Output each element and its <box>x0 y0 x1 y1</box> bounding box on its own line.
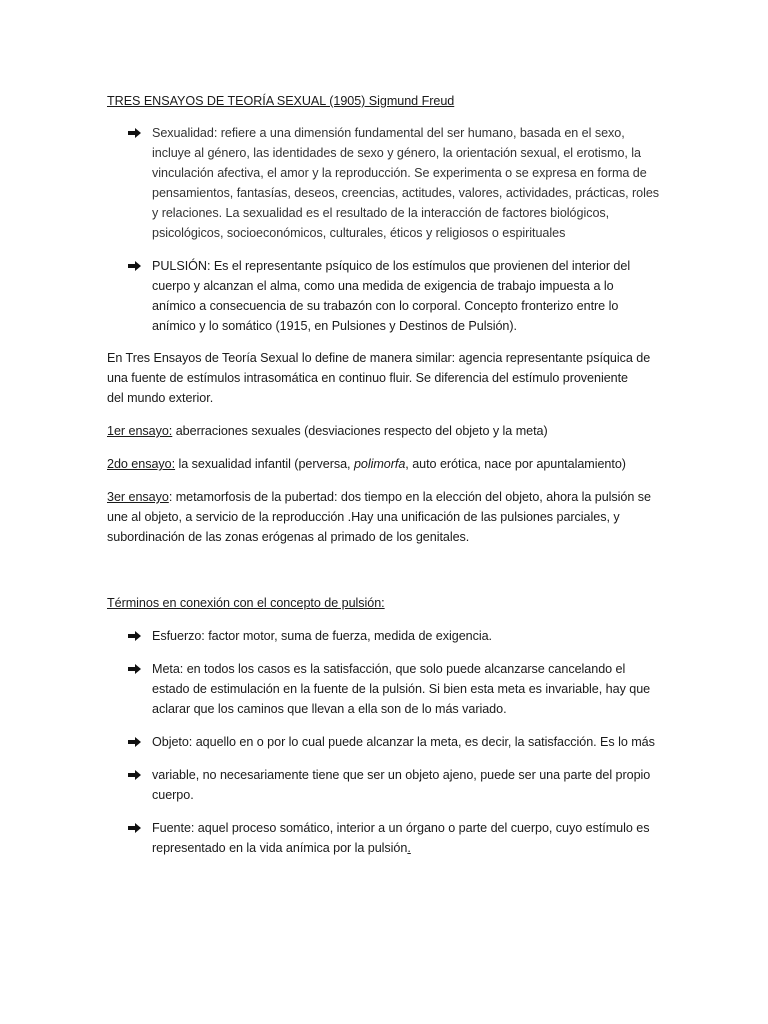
sexualidad-line: psicológicos, socioeconómicos, culturales, éticos y religiosos o espirituales <box>152 226 566 240</box>
ensayo-2-label: 2do ensayo: <box>107 457 176 471</box>
paragraph-line: del mundo exterior. <box>107 391 214 405</box>
ensayo-3-label: 3er ensayo <box>107 490 169 504</box>
fuente-line-text: representado en la vida anímica por la pulsión <box>152 841 408 855</box>
ensayo-3 <box>107 487 651 507</box>
ensayo-2-text: la sexualidad infantil (perversa, <box>175 457 354 471</box>
ensayo-3-line: une al objeto, a servicio de la reproducción .Hay una unificación de las pulsiones parciales, y <box>107 510 620 524</box>
variable-line: variable, no necesariamente tiene que ser un objeto ajeno, puede ser una parte del propio <box>152 768 651 782</box>
ensayo-1-label: 1er ensayo: <box>107 424 173 438</box>
pulsion-line: PULSIÓN: Es el representante psíquico de los estímulos que provienen del interior del <box>152 259 631 273</box>
fuente-line <box>152 838 411 858</box>
ensayo-1-text: aberraciones sexuales (desviaciones respecto del objeto y la meta) <box>172 424 548 438</box>
pulsion-line: anímico a consecuencia de su trabazón con lo corporal. Concepto fronterizo entre lo <box>152 299 619 313</box>
arrow-bullet-icon <box>128 737 142 747</box>
paragraph-line: una fuente de estímulos intrasomática en continuo fluir. Se diferencia del estímulo proveniente <box>107 371 629 385</box>
arrow-bullet-icon <box>128 770 142 780</box>
sexualidad-line: pensamientos, fantasías, deseos, creencias, actitudes, valores, actividades, prácticas, roles <box>152 186 660 200</box>
sexualidad-line: vinculación afectiva, el amor y la reproducción. Se experimenta o se expresa en forma de <box>152 166 647 180</box>
document-title: TRES ENSAYOS DE TEORÍA SEXUAL (1905) Sigmund Freud <box>107 94 455 108</box>
variable-line: cuerpo. <box>152 788 194 802</box>
ensayo-2-italic: polimorfa <box>353 457 406 471</box>
pulsion-line: cuerpo y alcanzan el alma, como una medida de exigencia de trabajo impuesta a lo <box>152 279 614 293</box>
arrow-bullet-icon <box>128 664 142 674</box>
sexualidad-line: incluye al género, las identidades de sexo y género, la orientación sexual, el erotismo, la <box>152 146 641 160</box>
fuente-period: . <box>407 841 411 855</box>
ensayo-1 <box>107 421 548 441</box>
pulsion-line: anímico y lo somático (1915, en Pulsiones y Destinos de Pulsión). <box>152 319 517 333</box>
meta-line: aclarar que los caminos que llevan a ella son de lo más variado. <box>152 702 507 716</box>
sexualidad-line: Sexualidad: refiere a una dimensión fundamental del ser humano, basada en el sexo, <box>152 126 625 140</box>
paragraph-line: En Tres Ensayos de Teoría Sexual lo define de manera similar: agencia representante psíquica de <box>107 351 651 365</box>
objeto-item: Objeto: aquello en o por lo cual puede alcanzar la meta, es decir, la satisfacción. Es lo más <box>152 735 655 749</box>
arrow-bullet-icon <box>128 631 142 641</box>
ensayo-3-line: subordinación de las zonas erógenas al primado de los genitales. <box>107 530 470 544</box>
arrow-bullet-icon <box>128 823 142 833</box>
ensayo-3-text: : metamorfosis de la pubertad: dos tiempo en la elección del objeto, ahora la pulsión se <box>168 490 651 504</box>
arrow-bullet-icon <box>128 128 142 138</box>
arrow-bullet-icon <box>128 261 142 271</box>
meta-line: Meta: en todos los casos es la satisfacción, que solo puede alcanzarse cancelando el <box>152 662 626 676</box>
sexualidad-line: y relaciones. La sexualidad es el resultado de la interacción de factores biológicos, <box>152 206 610 220</box>
meta-line: estado de estimulación en la fuente de la pulsión. Si bien esta meta es invariable, hay que <box>152 682 651 696</box>
esfuerzo-item: Esfuerzo: factor motor, suma de fuerza, medida de exigencia. <box>152 629 493 643</box>
fuente-line: Fuente: aquel proceso somático, interior a un órgano o parte del cuerpo, cuyo estímulo es <box>152 821 650 835</box>
terminos-heading: Términos en conexión con el concepto de pulsión: <box>107 596 385 610</box>
ensayo-2-text-after: , auto erótica, nace por apuntalamiento) <box>405 457 626 471</box>
ensayo-2 <box>107 454 626 474</box>
